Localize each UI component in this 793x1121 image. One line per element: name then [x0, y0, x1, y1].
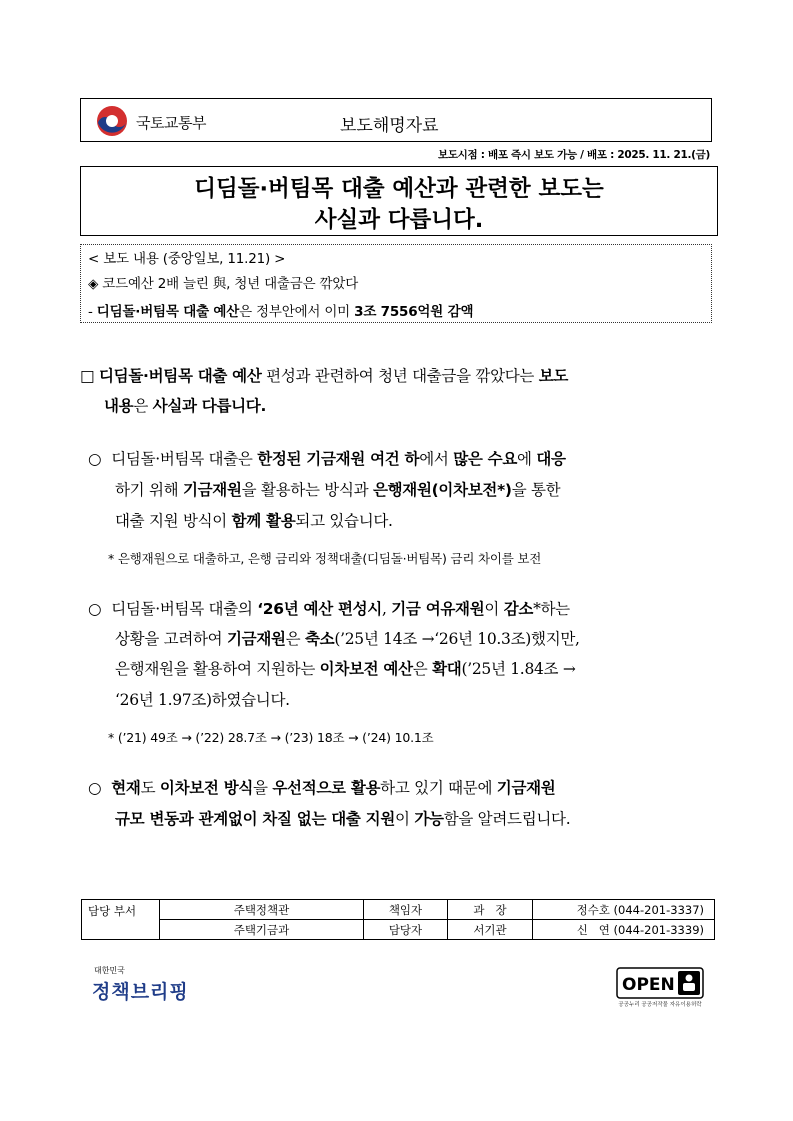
role-cell: 담당자 [364, 920, 448, 940]
bullet1-line-1 [88, 447, 566, 469]
b2-bold: 확대 [432, 660, 462, 678]
section-bold-c: 보도 [538, 367, 569, 385]
section-text-b: 편성과 관련하여 청년 대출금을 깎았다는 [261, 367, 539, 385]
b1-text: 하기 위해 [115, 481, 183, 499]
b3-bold: 이차보전 방식 [159, 779, 254, 797]
contact-table [81, 899, 715, 940]
subline-amount: 3조 7556억원 감액 [354, 304, 474, 320]
b1-text: 을 통한 [511, 481, 561, 499]
b1-text: 을 활용하는 방식과 [241, 481, 373, 499]
table-row [82, 920, 715, 940]
kogl-caption: 공공누리 공공저작물 자유이용허락 [618, 1002, 702, 1008]
b3-text: 하고 있기 때문에 [380, 779, 497, 797]
policy-briefing-logo [92, 977, 189, 1004]
person-cell: 신 연 (044-201-3339) [533, 920, 715, 940]
b2-bold: 기금 여유재원 [391, 600, 485, 618]
circle-bullet-icon: ○ [88, 450, 102, 468]
b3-text: 도 [140, 779, 160, 797]
b3-bold: 현재 [111, 779, 141, 797]
section-box-marker: □ [80, 367, 95, 385]
b2-text: 은 [285, 630, 305, 648]
b2-text: 상황을 고려하여 [115, 630, 227, 648]
b1-bold: 많은 수요 [453, 450, 517, 468]
section-bold-f: 사실과 다릅니다. [152, 397, 267, 415]
circle-bullet-icon: ○ [88, 779, 102, 797]
b1-bold: 기금재원 [182, 481, 242, 499]
page-title-line-2: 사실과 다릅니다. [314, 207, 484, 233]
bullet2-line-2 [115, 627, 580, 649]
bullet2-line-3 [115, 657, 576, 679]
embargo-notice: 보도시점 : 배포 즉시 보도 가능 / 배포 : 2025. 11. 21.(금) [438, 149, 710, 161]
footnote-2: * (’21) 49조 → (’22) 28.7조 → (’23) 18조 → (’24) 10.1조 [108, 730, 434, 745]
b1-text: 에서 [419, 450, 454, 468]
section-line-1 [80, 364, 568, 386]
policy-briefing-logo-text: 정책브리핑 [92, 981, 189, 1003]
b2-bold: ‘26년 예산 편성시 [257, 600, 382, 618]
report-subline [88, 300, 473, 320]
title-cell: 과 장 [448, 900, 533, 920]
b3-bold: 규모 변동과 관계없이 차질 없는 대출 지원 [115, 810, 396, 828]
role-cell: 책임자 [364, 900, 448, 920]
b2-text: (’25년 1.84조 → [461, 660, 576, 678]
b1-text: 대출 지원 방식이 [115, 512, 232, 530]
headline-text: 코드예산 2배 늘린 與, 청년 대출금은 깎았다 [102, 276, 359, 292]
policy-briefing-caption: 대한민국 [94, 966, 125, 975]
title-cell: 서기관 [448, 920, 533, 940]
b2-text: , [381, 600, 392, 618]
report-heading: < 보도 내용 (중앙일보, 11.21) > [88, 251, 286, 267]
ministry-name: 국토교통부 [136, 114, 206, 132]
subline-bold: 디딤돌·버팀목 대출 예산 [96, 304, 240, 320]
b2-text: 은 [412, 660, 433, 678]
b1-bold: 한정된 기금재원 여건 하 [257, 450, 420, 468]
b1-text: 되고 있습니다. [295, 512, 393, 530]
report-headline [88, 272, 358, 292]
b2-bold: 감소 [503, 600, 534, 618]
dept-cell: 주택기금과 [160, 920, 364, 940]
b1-text: 디딤돌·버팀목 대출은 [111, 450, 258, 468]
b2-text: *하는 [533, 600, 570, 618]
b3-bold: 가능 [414, 810, 444, 828]
footnote-1: * 은행재원으로 대출하고, 은행 금리와 정책대출(디딤돌·버팀목) 금리 차이를 보전 [108, 551, 542, 566]
section-bold-a: 디딤돌·버팀목 대출 예산 [99, 367, 262, 385]
b2-text: 디딤돌·버팀목 대출의 [111, 600, 258, 618]
document-type: 보도해명자료 [340, 116, 439, 136]
open-label: OPEN [622, 975, 675, 995]
person-cell: 정수호 (044-201-3337) [533, 900, 715, 920]
b2-text: (’25년 14조 →‘26년 10.3조)했지만, [334, 630, 580, 648]
b3-text: 이 [395, 810, 415, 828]
subline-middle: 은 정부안에서 이미 [239, 304, 351, 320]
bullet1-line-3 [115, 509, 393, 531]
b3-text: 함을 알려드립니다. [443, 810, 571, 828]
dept-cell: 주택정책관 [160, 900, 364, 920]
section-text-e: 은 [133, 397, 153, 415]
b3-bold: 우선적으로 활용 [272, 779, 381, 797]
page-title-line-1: 디딤돌·버팀목 대출 예산과 관련한 보도는 [194, 176, 604, 202]
dash-marker: - [88, 304, 93, 320]
b2-text: 이 [484, 600, 504, 618]
dept-label-cell: 담당 부서 [82, 900, 160, 940]
section-line-2 [104, 394, 266, 416]
b1-bold: 은행재원(이차보전*) [372, 481, 512, 499]
b2-bold: 이차보전 예산 [319, 660, 413, 678]
bullet3-line-1 [88, 776, 555, 798]
b2-bold: 축소 [304, 630, 335, 648]
table-row [82, 900, 715, 920]
bullet2-line-1 [88, 597, 570, 619]
b3-bold: 기금재원 [496, 779, 556, 797]
bullet2-line-4: ‘26년 1.97조)하였습니다. [115, 691, 290, 709]
b2-bold: 기금재원 [226, 630, 286, 648]
b1-bold: 대응 [536, 450, 566, 468]
bullet1-line-2 [115, 478, 560, 500]
ministry-taeguk-logo-icon [95, 104, 129, 138]
diamond-bullet-icon: ◈ [88, 276, 99, 292]
circle-bullet-icon: ○ [88, 600, 102, 618]
b1-bold: 함께 활용 [231, 512, 296, 530]
bullet3-line-2 [115, 807, 570, 829]
section-bold-d: 내용 [104, 397, 134, 415]
b2-text: 은행재원을 활용하여 지원하는 [115, 660, 320, 678]
b1-text: 에 [517, 450, 537, 468]
b3-text: 을 [253, 779, 273, 797]
